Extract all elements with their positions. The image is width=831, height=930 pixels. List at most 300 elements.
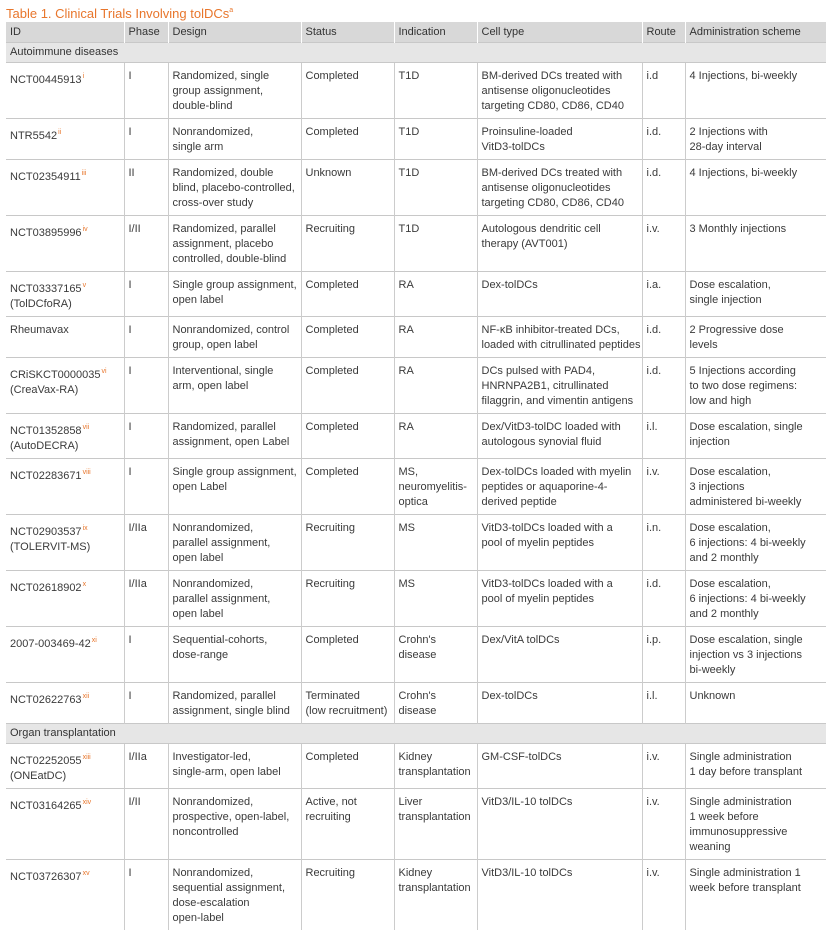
cell-design-line: Interventional, single [173, 364, 301, 379]
cell-phase [124, 358, 168, 414]
cell-cell-type-line: VitD3/IL-10 tolDCs [482, 795, 642, 810]
table-row [6, 317, 826, 358]
cell-design-line: parallel assignment, [173, 536, 301, 551]
cell-administration-scheme-line: 2 Injections with [690, 125, 827, 140]
cell-indication [394, 414, 477, 459]
cell-indication-line: T1D [399, 166, 477, 181]
cell-phase-line: I [129, 364, 168, 379]
cell-cell-type-line: GM-CSF-tolDCs [482, 750, 642, 765]
cell-administration-scheme [685, 459, 826, 515]
cell-phase [124, 459, 168, 515]
cell-design-line: arm, open label [173, 379, 301, 394]
cell-phase [124, 571, 168, 627]
cell-status-line: Recruiting [306, 222, 394, 237]
cell-indication-line: T1D [399, 125, 477, 140]
table-row [6, 216, 826, 272]
cell-design-line: dose-escalation [173, 896, 301, 911]
cell-id-line: (TolDCfoRA) [10, 297, 124, 312]
cell-cell-type-line: loaded with citrullinated peptides [482, 338, 642, 353]
cell-status [301, 160, 394, 216]
cell-design-line: open label [173, 551, 301, 566]
cell-id [6, 272, 124, 317]
column-header-phase: Phase [124, 22, 168, 43]
cell-status-line: Completed [306, 465, 394, 480]
reference-superscript: xii [83, 693, 90, 700]
cell-id-line: 2007-003469-42$^{xi}$ [10, 633, 124, 652]
cell-phase-line: I [129, 278, 168, 293]
cell-id-line: NCT02622763$^{xii}$ [10, 689, 124, 708]
cell-administration-scheme-line: administered bi-weekly [690, 495, 827, 510]
cell-design-line: parallel assignment, [173, 592, 301, 607]
cell-administration-scheme-line: 6 injections: 4 bi-weekly [690, 592, 827, 607]
reference-superscript: viii [83, 469, 91, 476]
section-row [6, 43, 826, 63]
cell-design-line: Randomized, single [173, 69, 301, 84]
cell-status [301, 358, 394, 414]
cell-design-line: group assignment, [173, 84, 301, 99]
cell-design [168, 860, 301, 930]
cell-administration-scheme [685, 515, 826, 571]
cell-route-line: i.a. [647, 278, 685, 293]
table-header-row [6, 22, 826, 43]
table-row [6, 459, 826, 515]
cell-design-line: assignment, open Label [173, 435, 301, 450]
cell-status-line: recruiting [306, 810, 394, 825]
cell-status [301, 860, 394, 930]
cell-indication-line: disease [399, 648, 477, 663]
cell-phase-line: I/II [129, 222, 168, 237]
cell-status [301, 63, 394, 119]
cell-cell-type-line: targeting CD80, CD86, CD40 [482, 99, 642, 114]
cell-administration-scheme-line: Dose escalation, [690, 278, 827, 293]
cell-phase [124, 414, 168, 459]
cell-administration-scheme-line: week before transplant [690, 881, 827, 896]
cell-administration-scheme-line: 3 Monthly injections [690, 222, 827, 237]
cell-design [168, 272, 301, 317]
cell-administration-scheme-line: Dose escalation, single [690, 633, 827, 648]
cell-indication [394, 160, 477, 216]
cell-status [301, 515, 394, 571]
cell-phase-line: I [129, 420, 168, 435]
cell-status [301, 683, 394, 724]
cell-administration-scheme-line: Unknown [690, 689, 827, 704]
cell-design [168, 789, 301, 860]
cell-indication [394, 860, 477, 930]
cell-phase-line: I [129, 866, 168, 881]
cell-indication [394, 789, 477, 860]
cell-route [642, 627, 685, 683]
cell-indication-line: disease [399, 704, 477, 719]
cell-indication [394, 119, 477, 160]
table-row [6, 683, 826, 724]
cell-design [168, 627, 301, 683]
cell-design [168, 63, 301, 119]
cell-administration-scheme [685, 683, 826, 724]
cell-design [168, 571, 301, 627]
cell-status-line: Recruiting [306, 577, 394, 592]
cell-route-line: i.v. [647, 866, 685, 881]
cell-route [642, 744, 685, 789]
cell-indication-line: transplantation [399, 881, 477, 896]
cell-cell-type-line: HNRNPA2B1, citrullinated [482, 379, 642, 394]
table-title-note: a [229, 7, 233, 14]
cell-route [642, 414, 685, 459]
cell-administration-scheme-line: 4 Injections, bi-weekly [690, 69, 827, 84]
cell-administration-scheme-line: Dose escalation, [690, 577, 827, 592]
cell-administration-scheme [685, 272, 826, 317]
cell-route [642, 860, 685, 930]
cell-id [6, 63, 124, 119]
cell-cell-type-line: derived peptide [482, 495, 642, 510]
cell-indication-line: Liver [399, 795, 477, 810]
cell-cell-type-line: pool of myelin peptides [482, 592, 642, 607]
cell-indication-line: RA [399, 420, 477, 435]
cell-design-line: controlled, double-blind [173, 252, 301, 267]
column-header-indication: Indication [394, 22, 477, 43]
section-label: Organ transplantation [6, 724, 826, 744]
cell-id [6, 683, 124, 724]
cell-phase-line: II [129, 166, 168, 181]
cell-administration-scheme-line: 1 week before [690, 810, 827, 825]
cell-indication-line: transplantation [399, 765, 477, 780]
cell-phase-line: I/IIa [129, 577, 168, 592]
cell-design-line: Single group assignment, [173, 278, 301, 293]
cell-status-line: Active, not [306, 795, 394, 810]
cell-cell-type-line: filaggrin, and vimentin antigens [482, 394, 642, 409]
cell-design [168, 119, 301, 160]
cell-route-line: i.l. [647, 420, 685, 435]
reference-superscript: iv [83, 226, 88, 233]
cell-design-line: Nonrandomized, control [173, 323, 301, 338]
cell-route [642, 683, 685, 724]
cell-status-line: Completed [306, 364, 394, 379]
cell-administration-scheme-line: Dose escalation, [690, 465, 827, 480]
cell-status [301, 272, 394, 317]
cell-phase [124, 515, 168, 571]
cell-route-line: i.n. [647, 521, 685, 536]
cell-administration-scheme-line: Single administration [690, 795, 827, 810]
cell-route-line: i.d. [647, 166, 685, 181]
cell-design-line: single arm [173, 140, 301, 155]
cell-route-line: i.d. [647, 323, 685, 338]
cell-status-line: Completed [306, 323, 394, 338]
cell-cell-type [477, 459, 642, 515]
cell-id-line: NTR5542$^{ii}$ [10, 125, 124, 144]
cell-phase [124, 272, 168, 317]
cell-indication [394, 317, 477, 358]
cell-administration-scheme [685, 571, 826, 627]
cell-cell-type [477, 860, 642, 930]
cell-administration-scheme [685, 119, 826, 160]
cell-cell-type-line: VitD3/IL-10 tolDCs [482, 866, 642, 881]
cell-cell-type-line: antisense oligonucleotides [482, 84, 642, 99]
table-title [6, 2, 233, 20]
cell-id [6, 160, 124, 216]
column-header-administration-scheme: Administration scheme [685, 22, 826, 43]
cell-administration-scheme-line: Dose escalation, [690, 521, 827, 536]
cell-status-line: Completed [306, 125, 394, 140]
cell-design-line: assignment, single blind [173, 704, 301, 719]
cell-route-line: i.v. [647, 465, 685, 480]
cell-cell-type [477, 627, 642, 683]
cell-route-line: i.l. [647, 689, 685, 704]
cell-administration-scheme-line: weaning [690, 840, 827, 855]
reference-superscript: xi [92, 637, 97, 644]
cell-design-line: blind, placebo-controlled, [173, 181, 301, 196]
cell-id-line: NCT02354911$^{iii}$ [10, 166, 124, 185]
cell-administration-scheme [685, 414, 826, 459]
cell-indication-line: Kidney [399, 866, 477, 881]
cell-administration-scheme-line: low and high [690, 394, 827, 409]
cell-cell-type-line: Dex-tolDCs [482, 278, 642, 293]
cell-phase [124, 119, 168, 160]
cell-route [642, 160, 685, 216]
cell-route-line: i.p. [647, 633, 685, 648]
cell-design-line: sequential assignment, [173, 881, 301, 896]
table-row [6, 860, 826, 930]
cell-design-line: group, open label [173, 338, 301, 353]
cell-route [642, 515, 685, 571]
cell-cell-type [477, 789, 642, 860]
cell-indication [394, 571, 477, 627]
cell-administration-scheme-line: and 2 monthly [690, 607, 827, 622]
cell-status [301, 119, 394, 160]
cell-design [168, 515, 301, 571]
cell-cell-type-line: Dex-tolDCs [482, 689, 642, 704]
cell-cell-type-line: therapy (AVT001) [482, 237, 642, 252]
cell-route [642, 358, 685, 414]
cell-route [642, 571, 685, 627]
cell-id-line: NCT03895996$^{iv}$ [10, 222, 124, 241]
cell-cell-type [477, 414, 642, 459]
table-row [6, 63, 826, 119]
cell-administration-scheme-line: single injection [690, 293, 827, 308]
cell-cell-type-line: pool of myelin peptides [482, 536, 642, 551]
reference-superscript: ix [83, 525, 88, 532]
cell-cell-type-line: autologous synovial fluid [482, 435, 642, 450]
cell-administration-scheme-line: 4 Injections, bi-weekly [690, 166, 827, 181]
cell-indication-line: optica [399, 495, 477, 510]
table-row [6, 627, 826, 683]
table-row [6, 414, 826, 459]
cell-design-line: prospective, open-label, [173, 810, 301, 825]
cell-administration-scheme-line: and 2 monthly [690, 551, 827, 566]
reference-superscript: ii [58, 129, 61, 136]
cell-id [6, 459, 124, 515]
cell-design-line: Randomized, parallel [173, 420, 301, 435]
cell-phase [124, 317, 168, 358]
reference-superscript: xv [83, 870, 90, 877]
cell-administration-scheme [685, 627, 826, 683]
cell-status [301, 459, 394, 515]
cell-administration-scheme-line: 2 Progressive dose [690, 323, 827, 338]
reference-superscript: v [83, 282, 87, 289]
cell-phase [124, 160, 168, 216]
reference-superscript: vii [83, 424, 90, 431]
table-title-text: Table 1. Clinical Trials Involving tolDCs [6, 6, 229, 21]
column-header-cell-type: Cell type [477, 22, 642, 43]
cell-phase [124, 63, 168, 119]
column-header-id: ID [6, 22, 124, 43]
cell-design-line: double-blind [173, 99, 301, 114]
cell-route-line: i.d. [647, 577, 685, 592]
cell-design-line: cross-over study [173, 196, 301, 211]
cell-design [168, 160, 301, 216]
cell-design-line: dose-range [173, 648, 301, 663]
reference-superscript: x [83, 581, 87, 588]
cell-status [301, 627, 394, 683]
cell-administration-scheme-line: immunosuppressive [690, 825, 827, 840]
cell-design-line: Nonrandomized, [173, 795, 301, 810]
cell-status-line: Completed [306, 69, 394, 84]
column-header-route: Route [642, 22, 685, 43]
cell-administration-scheme [685, 317, 826, 358]
cell-indication [394, 683, 477, 724]
cell-id-line: (ONEatDC) [10, 769, 124, 784]
cell-status [301, 414, 394, 459]
cell-indication [394, 272, 477, 317]
cell-design-line: noncontrolled [173, 825, 301, 840]
cell-indication-line: T1D [399, 69, 477, 84]
cell-design-line: Nonrandomized, [173, 577, 301, 592]
cell-cell-type [477, 744, 642, 789]
cell-status-line: Completed [306, 633, 394, 648]
cell-administration-scheme [685, 789, 826, 860]
cell-design [168, 216, 301, 272]
cell-phase-line: I/IIa [129, 750, 168, 765]
cell-id-line: (CreaVax-RA) [10, 383, 124, 398]
table-row [6, 515, 826, 571]
cell-status-line: Unknown [306, 166, 394, 181]
cell-id [6, 317, 124, 358]
cell-administration-scheme-line: 5 Injections according [690, 364, 827, 379]
cell-indication-line: neuromyelitis- [399, 480, 477, 495]
cell-design-line: assignment, placebo [173, 237, 301, 252]
cell-design-line: Investigator-led, [173, 750, 301, 765]
cell-design [168, 317, 301, 358]
table-row [6, 744, 826, 789]
cell-id-line: NCT00445913$^i$ [10, 69, 124, 88]
cell-cell-type [477, 272, 642, 317]
cell-id [6, 358, 124, 414]
cell-cell-type-line: Dex/VitA tolDCs [482, 633, 642, 648]
reference-superscript: iii [82, 170, 87, 177]
table-row [6, 119, 826, 160]
cell-cell-type-line: targeting CD80, CD86, CD40 [482, 196, 642, 211]
cell-id-line: NCT03164265$^{xiv}$ [10, 795, 124, 814]
cell-cell-type-line: BM-derived DCs treated with [482, 166, 642, 181]
cell-design [168, 459, 301, 515]
cell-status [301, 571, 394, 627]
cell-id-line: Rheumavax [10, 323, 124, 338]
cell-status [301, 744, 394, 789]
reference-superscript: i [83, 73, 85, 80]
cell-administration-scheme-line: to two dose regimens: [690, 379, 827, 394]
cell-id-line: NCT02618902$^x$ [10, 577, 124, 596]
cell-administration-scheme-line: injection [690, 435, 827, 450]
cell-id [6, 216, 124, 272]
cell-cell-type [477, 515, 642, 571]
cell-indication [394, 63, 477, 119]
cell-administration-scheme-line: 1 day before transplant [690, 765, 827, 780]
cell-phase [124, 744, 168, 789]
cell-design-line: Sequential-cohorts, [173, 633, 301, 648]
cell-administration-scheme-line: 6 injections: 4 bi-weekly [690, 536, 827, 551]
cell-phase [124, 860, 168, 930]
reference-superscript: xiv [83, 799, 92, 806]
cell-route [642, 317, 685, 358]
cell-cell-type [477, 571, 642, 627]
cell-route [642, 119, 685, 160]
cell-route-line: i.v. [647, 795, 685, 810]
cell-phase-line: I [129, 323, 168, 338]
cell-indication-line: transplantation [399, 810, 477, 825]
cell-design-line: single-arm, open label [173, 765, 301, 780]
cell-cell-type-line: Autologous dendritic cell [482, 222, 642, 237]
cell-indication [394, 515, 477, 571]
cell-route [642, 459, 685, 515]
cell-phase-line: I [129, 125, 168, 140]
cell-status-line: Recruiting [306, 521, 394, 536]
cell-indication-line: MS [399, 577, 477, 592]
cell-id-line: NCT02903537$^{ix}$ [10, 521, 124, 540]
cell-route-line: i.d [647, 69, 685, 84]
column-header-status: Status [301, 22, 394, 43]
cell-cell-type [477, 63, 642, 119]
cell-id [6, 744, 124, 789]
cell-cell-type-line: Proinsuline-loaded [482, 125, 642, 140]
cell-status-line: Completed [306, 278, 394, 293]
cell-design [168, 744, 301, 789]
cell-cell-type-line: VitD3-tolDCs loaded with a [482, 577, 642, 592]
cell-route-line: i.v. [647, 222, 685, 237]
cell-id-line: (AutoDECRA) [10, 439, 124, 454]
cell-id [6, 789, 124, 860]
cell-route [642, 789, 685, 860]
cell-design-line: Randomized, parallel [173, 689, 301, 704]
cell-administration-scheme-line: bi-weekly [690, 663, 827, 678]
cell-indication-line: Crohn's [399, 633, 477, 648]
cell-phase [124, 216, 168, 272]
cell-administration-scheme-line: injection vs 3 injections [690, 648, 827, 663]
cell-status-line: Completed [306, 750, 394, 765]
cell-phase-line: I [129, 689, 168, 704]
cell-administration-scheme [685, 358, 826, 414]
cell-id-line: NCT02283671$^{viii}$ [10, 465, 124, 484]
cell-indication-line: RA [399, 323, 477, 338]
cell-id [6, 119, 124, 160]
cell-indication [394, 627, 477, 683]
cell-design [168, 358, 301, 414]
cell-cell-type-line: VitD3-tolDCs [482, 140, 642, 155]
cell-indication [394, 216, 477, 272]
table-body [6, 43, 826, 930]
cell-cell-type-line: Dex/VitD3-tolDC loaded with [482, 420, 642, 435]
cell-administration-scheme [685, 63, 826, 119]
cell-indication-line: RA [399, 364, 477, 379]
cell-cell-type-line: DCs pulsed with PAD4, [482, 364, 642, 379]
table-row [6, 789, 826, 860]
cell-administration-scheme [685, 216, 826, 272]
cell-cell-type [477, 683, 642, 724]
cell-indication-line: MS, [399, 465, 477, 480]
cell-route [642, 216, 685, 272]
cell-cell-type [477, 119, 642, 160]
cell-phase [124, 683, 168, 724]
cell-id-line: NCT03337165$^v$ [10, 278, 124, 297]
section-row [6, 724, 826, 744]
cell-cell-type-line: VitD3-tolDCs loaded with a [482, 521, 642, 536]
